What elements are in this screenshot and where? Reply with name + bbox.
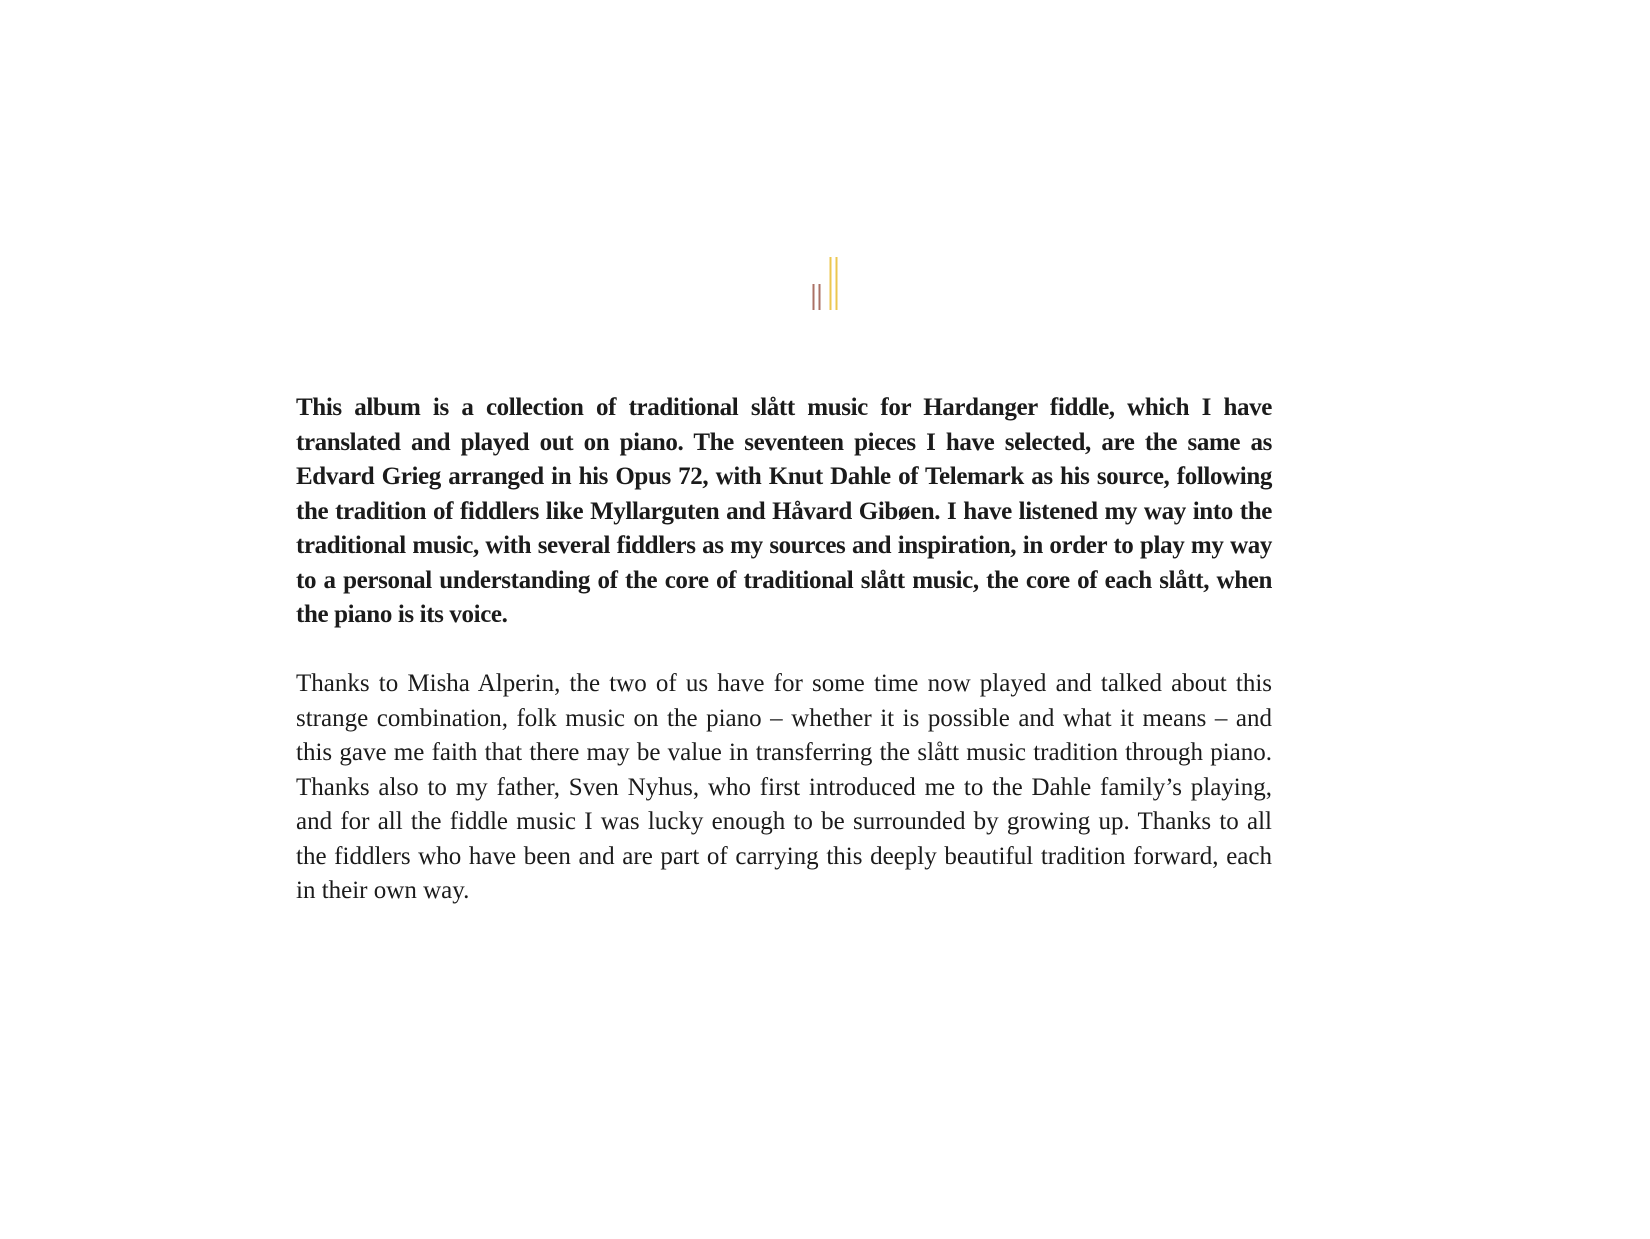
logo-short-line-icon xyxy=(813,284,815,310)
logo-tall-line-icon xyxy=(830,257,832,310)
thanks-paragraph: Thanks to Misha Alperin, the two of us have for some time now played and talked about this strange combination, folk music on the piano – whether it is possible and what it means – and this gave me faith that there may be value in transferring the slått music tradition through piano. Thanks also to my father, Sven Nyhus, who first introduced me to the Dahle family’s playing, and for all the fiddle music I was lucky enough to be surrounded by growing up. Thanks to all the fiddlers who have been and are part of carrying this deeply beautiful tradition forward, each in their own way. xyxy=(296,670,1272,904)
logo-tall-line-icon xyxy=(836,257,838,310)
liner-notes-text-block xyxy=(296,391,1272,909)
album-line-mark-logo xyxy=(813,257,838,310)
logo-short-lines xyxy=(813,284,821,310)
logo-short-line-icon xyxy=(819,284,821,310)
intro-paragraph: This album is a collection of traditional slått music for Hardanger fiddle, which I have translated and played out on piano. The seventeen pieces I have selected, are the same as Edvard Grieg arranged in his Opus 72, with Knut Dahle of Telemark as his source, following the tradition of fiddlers like Myllarguten and Håvard Gibøen. I have listened my way into the traditional music, with several fiddlers as my sources and inspiration, in order to play my way to a personal understanding of the core of traditional slått music, the core of each slått, when the piano is its voice. xyxy=(296,394,1272,628)
logo-tall-lines xyxy=(830,257,838,310)
